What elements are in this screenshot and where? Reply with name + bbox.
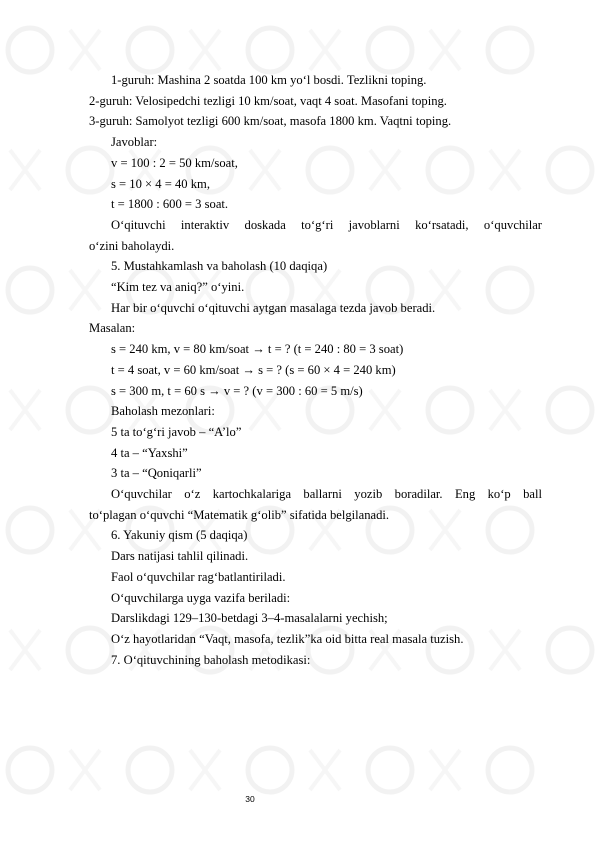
answer-velocity: v = 100 : 2 = 50 km/soat, bbox=[111, 155, 238, 170]
answer-time: t = 1800 : 600 = 3 soat. bbox=[111, 197, 229, 212]
game-title: “Kim tez va aniq?” o‘yini. bbox=[111, 280, 245, 295]
cards-paragraph-line-1: O‘quvchilar o‘z kartochkalariga ballarni yozib boradilar. Eng ko‘p ball bbox=[111, 487, 542, 502]
criterion-excellent: 5 ta to‘g‘ri javob – “A’lo” bbox=[111, 424, 242, 439]
section-6-heading: 6. Yakuniy qism (5 daqiqa) bbox=[111, 528, 248, 543]
final-item-1: Dars natijasi tahlil qilinadi. bbox=[111, 549, 249, 564]
examples-heading: Masalan: bbox=[89, 321, 136, 336]
section-5-heading: 5. Mustahkamlash va baholash (10 daqiqa) bbox=[111, 259, 328, 274]
teacher-check-paragraph-line-2: o‘zini baholaydi. bbox=[89, 238, 175, 253]
game-description: Har bir o‘quvchi o‘qituvchi aytgan masalaga tezda javob beradi. bbox=[111, 300, 436, 315]
example-3: s = 300 m, t = 60 s → v = ? (v = 300 : 60 = 5 m/s) bbox=[111, 383, 363, 398]
teacher-check-paragraph-line-1: O‘qituvchi interaktiv doskada to‘g‘ri javoblarni ko‘rsatadi, o‘quvchilar bbox=[111, 217, 542, 232]
section-7-heading: 7. O‘qituvchining baholash metodikasi: bbox=[111, 652, 311, 667]
group-3-task: 3-guruh: Samolyot tezligi 600 km/soat, masofa 1800 km. Vaqtni toping. bbox=[89, 114, 452, 129]
homework-item-2: O‘z hayotlaridan “Vaqt, masofa, tezlik”ka oid bitta real masala tuzish. bbox=[111, 631, 464, 646]
group-2-task: 2-guruh: Velosipedchi tezligi 10 km/soat, vaqt 4 soat. Masofani toping. bbox=[89, 93, 447, 108]
criterion-good: 4 ta – “Yaxshi” bbox=[111, 445, 188, 460]
homework-item-1: Darslikdagi 129–130-betdagi 3–4-masalalarni yechish; bbox=[111, 611, 388, 626]
answer-distance: s = 10 × 4 = 40 km, bbox=[111, 176, 210, 191]
example-2: t = 4 soat, v = 60 km/soat → s = ? (s = 60 × 4 = 240 km) bbox=[111, 362, 396, 377]
homework-heading: O‘quvchilarga uyga vazifa beriladi: bbox=[111, 590, 291, 605]
criteria-heading: Baholash mezonlari: bbox=[111, 404, 215, 419]
answers-heading: Javoblar: bbox=[111, 135, 158, 150]
group-1-task: 1-guruh: Mashina 2 soatda 100 km yo‘l bosdi. Tezlikni toping. bbox=[111, 73, 427, 87]
document-body bbox=[89, 70, 542, 670]
example-1: s = 240 km, v = 80 km/soat → t = ? (t = 240 : 80 = 3 soat) bbox=[111, 342, 404, 357]
page-number: 30 bbox=[245, 794, 255, 804]
criterion-satisfactory: 3 ta – “Qoniqarli” bbox=[111, 466, 202, 481]
cards-paragraph-line-2: to‘plagan o‘quvchi “Matematik g‘olib” sifatida belgilanadi. bbox=[89, 507, 390, 522]
final-item-2: Faol o‘quvchilar rag‘batlantiriladi. bbox=[111, 569, 286, 584]
